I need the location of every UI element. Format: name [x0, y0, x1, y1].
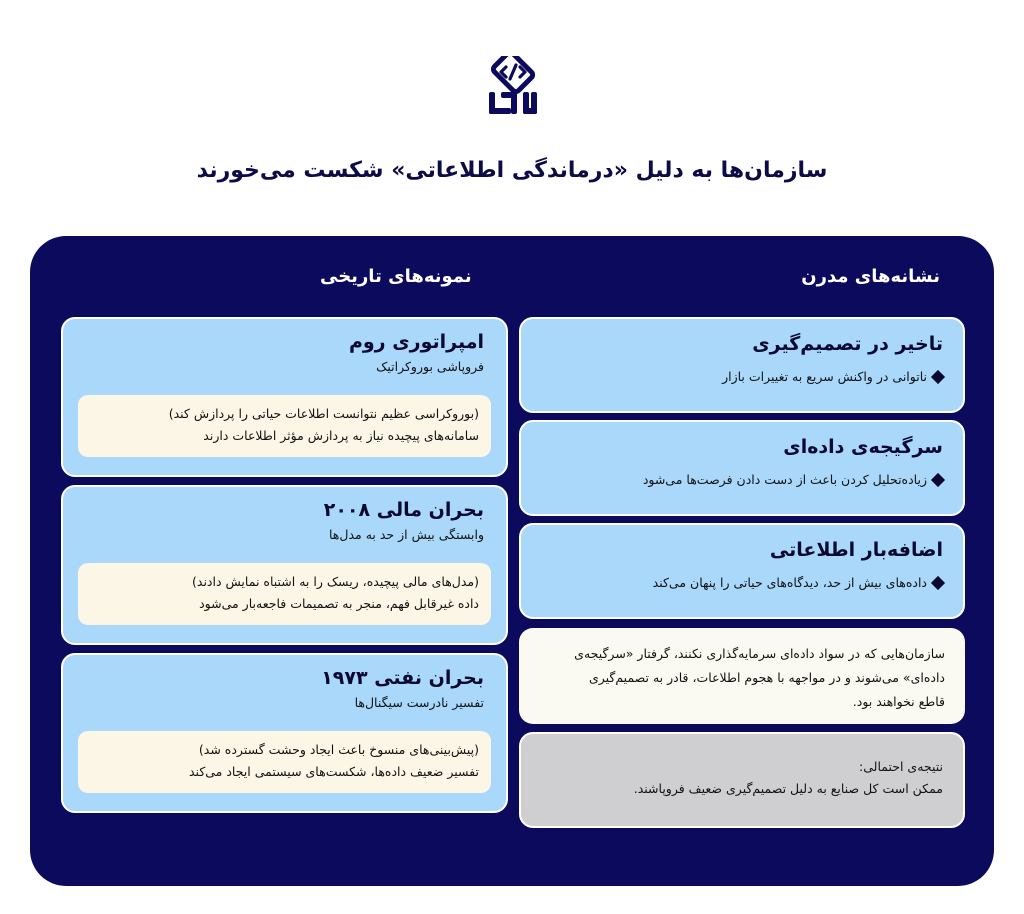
history-card-2008-crisis: [61, 485, 508, 645]
result-text: ممکن است کل صنایع به دلیل تصمیم‌گیری ضعیف فروپاشند.: [633, 781, 943, 796]
modern-signs-heading: نشانه‌های مدرن: [801, 266, 940, 287]
history-subtitle: فروپاشی بوروکراتیک: [376, 359, 484, 374]
sign-card-data-vertigo: [519, 420, 965, 516]
page-title: سازمان‌ها به دلیل «درماندگی اطلاعاتی» شکست می‌خورند: [196, 158, 828, 183]
historical-examples-heading: نمونه‌های تاریخی: [320, 266, 472, 287]
history-detail-line: تفسیر ضعیف داده‌ها، شکست‌های سیستمی ایجاد می‌کند: [188, 764, 479, 779]
note-card: [519, 628, 965, 724]
result-label: نتیجه‌ی احتمالی:: [859, 759, 943, 774]
sign-desc-row: [541, 369, 943, 384]
history-title: بحران مالی ۲۰۰۸: [323, 499, 484, 521]
history-card-1973-oil-crisis: [61, 653, 508, 813]
history-detail-box: [78, 731, 491, 793]
history-detail-line: (مدل‌های مالی پیچیده، ریسک را به اشتباه نمایش دادند): [192, 574, 479, 589]
history-detail-line: سامانه‌های پیچیده نیاز به پردازش مؤثر اطلاعات دارند: [203, 428, 479, 443]
sign-desc: ناتوانی در واکنش سریع به تغییرات بازار: [722, 369, 927, 384]
sign-desc: زیاده‌تحلیل کردن باعث از دست دادن فرصت‌ها می‌شود: [642, 472, 927, 487]
sign-desc-row: [541, 575, 943, 590]
note-line: قاطع نخواهند بود.: [852, 694, 945, 709]
history-title: بحران نفتی ۱۹۷۳: [321, 667, 484, 689]
history-subtitle: تفسیر نادرست سیگنال‌ها: [354, 695, 484, 710]
note-line: سازمان‌هایی که در سواد داده‌ای سرمایه‌گذاری نکنند، گرفتار «سرگیجه‌ی: [574, 646, 945, 661]
history-detail-line: (بوروکراسی عظیم نتوانست اطلاعات حیاتی را پردازش کند): [168, 406, 479, 421]
history-subtitle: وابستگی بیش از حد به مدل‌ها: [328, 527, 484, 542]
history-detail-box: [78, 395, 491, 457]
diamond-bullet-icon: [931, 575, 945, 589]
sign-title: سرگیجه‌ی داده‌ای: [783, 436, 943, 458]
history-detail-line: (پیش‌بینی‌های منسوخ باعث ایجاد وحشت گسترده شد): [198, 742, 479, 757]
sign-title: تاخیر در تصمیم‌گیری: [752, 333, 943, 355]
history-title: امپراتوری روم: [348, 331, 484, 353]
diamond-bullet-icon: [931, 369, 945, 383]
sign-card-decision-delay: [519, 317, 965, 413]
diamond-bullet-icon: [931, 472, 945, 486]
history-detail-box: [78, 563, 491, 625]
dota-logo-icon: [487, 56, 539, 116]
history-detail-line: داده غیرقابل فهم، منجر به تصمیمات فاجعه‌بار می‌شود: [199, 596, 479, 611]
sign-title: اضافه‌بار اطلاعاتی: [769, 539, 943, 561]
sign-card-information-overload: [519, 523, 965, 619]
sign-desc-row: [541, 472, 943, 487]
result-card: [519, 732, 965, 828]
sign-desc: داده‌های بیش از حد، دیدگاه‌های حیاتی را پنهان می‌کند: [652, 575, 927, 590]
history-card-roman-empire: [61, 317, 508, 477]
note-line: داده‌ای» می‌شوند و در مواجهه با هجوم اطلاعات، قادر به تصمیم‌گیری: [588, 670, 945, 685]
